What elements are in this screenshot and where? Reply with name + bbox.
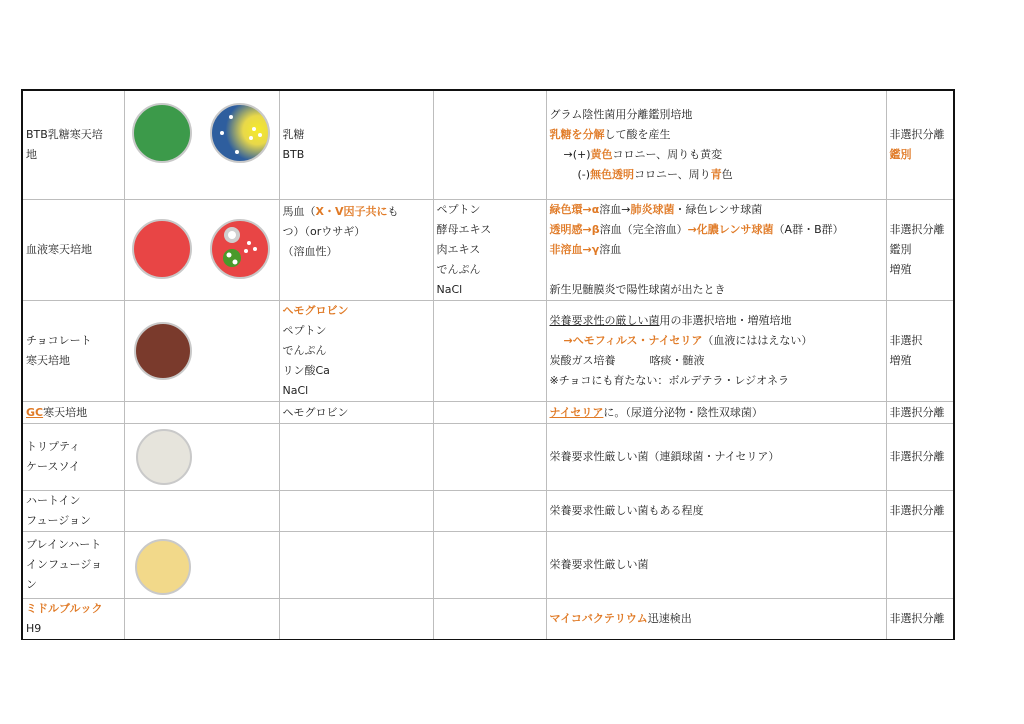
composition-cell (279, 532, 433, 599)
extra-composition-cell (433, 90, 546, 200)
media-name-line: 寒天培地 (26, 354, 70, 367)
extra-line: ペプトン (436, 203, 481, 216)
extra-composition-cell (433, 200, 546, 301)
plain-text: 溶血→ (599, 203, 631, 216)
plain-text: 炭酸ガス培養 (549, 354, 616, 367)
media-type-cell (886, 402, 954, 424)
plain-text: コロニー、周り (634, 168, 711, 181)
description-line: グラム陰性菌用分離鑑別培地 (549, 108, 693, 121)
highlight-text: 乳糖を分解 (549, 128, 605, 141)
media-name-line: ブレインハート (26, 538, 102, 551)
media-type-cell (886, 90, 954, 200)
media-name-cell (22, 200, 124, 301)
highlight-text: →ヘモフィルス・ナイセリア (563, 334, 703, 347)
media-name-cell (22, 599, 124, 640)
highlight-text: →α (582, 203, 600, 216)
plate-image-cell (124, 200, 279, 301)
media-type-line: 非選択分離 (889, 405, 945, 419)
plain-text: も (387, 205, 399, 218)
extra-composition-cell (433, 491, 546, 532)
plain-text: 寒天培地 (43, 405, 88, 419)
green-plate-icon (133, 104, 191, 162)
blue-yellow-plate-icon (211, 104, 269, 162)
plate-illustrations (125, 201, 280, 300)
description-cell (546, 424, 886, 491)
gray-plate-icon (137, 430, 191, 484)
description-line (550, 145, 883, 165)
extra-composition-cell (433, 402, 546, 424)
media-name-line: BTB乳糖寒天培 (26, 128, 103, 141)
extra-composition-cell (433, 424, 546, 491)
media-name-line: H9 (26, 622, 42, 635)
plate-illustrations (125, 532, 280, 598)
media-name-line: ン (26, 578, 37, 591)
media-name-line: チョコレート (26, 334, 92, 347)
composition-line: ヘモグロビン (282, 405, 349, 419)
red-hemolysis-plate-icon (211, 220, 269, 278)
highlight-text: 透明感 (549, 223, 583, 236)
description-cell (546, 599, 886, 640)
description-line (550, 220, 883, 240)
highlight-text: GC (26, 405, 44, 419)
composition-line: でんぷん (282, 344, 327, 357)
media-name-cell (22, 301, 124, 402)
table-row (22, 491, 954, 532)
composition-cell (279, 599, 433, 640)
description-line: 新生児髄膜炎で陽性球菌が出たとき (549, 283, 726, 296)
description-cell (546, 491, 886, 532)
highlight-text: →β (582, 223, 600, 236)
plain-text: 喀痰・髄液 (649, 354, 705, 367)
plate-image-cell (124, 90, 279, 200)
plain-text: して酸を産生 (604, 128, 671, 141)
description-cell (546, 200, 886, 301)
media-name-cell (22, 491, 124, 532)
media-type-line: 非選択 (889, 334, 923, 347)
highlight-text: 青 (710, 168, 722, 181)
extra-line: NaCl (436, 283, 463, 296)
composition-line: ヘモグロビン (282, 304, 349, 317)
red-plate-icon (133, 220, 191, 278)
composition-line: リン酸Ca (282, 364, 330, 377)
media-type-line: 増殖 (889, 263, 912, 276)
highlight-text: →γ (582, 243, 600, 256)
description-line (550, 351, 883, 371)
media-type-line: 増殖 (889, 354, 912, 367)
plain-text: 溶血 (599, 243, 622, 256)
table-row (22, 599, 954, 640)
composition-line: NaCl (282, 384, 309, 397)
highlight-text: マイコバクテリウム (549, 612, 648, 625)
highlight-text: X・V因子共に (315, 205, 388, 218)
media-type-line: 非選択分離 (889, 450, 945, 463)
table-row (22, 90, 954, 200)
plate-illustrations (125, 91, 280, 199)
description-cell (546, 402, 886, 424)
media-name-line: インフュージョ (26, 558, 103, 571)
media-type-line: 非選択分離 (889, 128, 945, 141)
culture-media-table (21, 89, 955, 640)
extra-composition-cell (433, 599, 546, 640)
highlight-text: 肺炎球菌 (630, 203, 675, 216)
description-cell (546, 532, 886, 599)
table-row (22, 301, 954, 402)
description-line (550, 125, 883, 145)
composition-line: BTB (282, 148, 305, 161)
description-cell (546, 90, 886, 200)
media-type-line: 鑑別 (889, 243, 912, 256)
plate-image-cell (124, 532, 279, 599)
composition-cell (279, 200, 433, 301)
highlight-text: 緑色環 (549, 203, 583, 216)
description-line (550, 240, 883, 260)
media-name-cell (22, 424, 124, 491)
description-line (550, 331, 883, 351)
extra-line: でんぷん (436, 263, 481, 276)
composition-cell (279, 402, 433, 424)
plate-illustrations (125, 301, 280, 401)
description-line: ※チョコにも育たない：ボルデテラ・レジオネラ (549, 374, 790, 387)
extra-line: 肉エキス (436, 243, 481, 256)
plate-illustrations (125, 424, 280, 490)
plain-text: (-) (577, 168, 591, 181)
extra-composition-cell (433, 301, 546, 402)
media-name-line: 地 (26, 148, 37, 161)
plain-text: 用の非選択培地・増殖培地 (659, 314, 792, 327)
media-type-line: 非選択分離 (889, 223, 945, 236)
plate-image-cell (124, 599, 279, 640)
description-line: 栄養要求性厳しい菌（連鎖球菌・ナイセリア） (549, 450, 780, 463)
plate-image-cell (124, 491, 279, 532)
plain-text: 色 (721, 168, 733, 181)
media-type-cell (886, 599, 954, 640)
composition-cell (279, 424, 433, 491)
description-line (550, 311, 883, 331)
highlight-text: ナイセリア (549, 405, 604, 419)
plain-text: コロニー、周りも黄変 (612, 148, 723, 161)
media-name-line: ハートイン (26, 494, 81, 507)
composition-cell (279, 491, 433, 532)
description-line: 栄養要求性厳しい菌 (549, 558, 649, 571)
highlight-text: →化膿レンサ球菌 (687, 223, 774, 236)
media-type-line: 鑑別 (889, 148, 912, 161)
underlined-text: 栄養要求性の厳しい菌 (549, 314, 660, 327)
media-name-line: フュージョン (26, 514, 92, 527)
yellow-plate-icon (136, 540, 190, 594)
plain-text: 溶血（完全溶血） (599, 223, 688, 236)
table-row (22, 424, 954, 491)
description-line (550, 200, 883, 220)
plate-image-cell (124, 402, 279, 424)
composition-cell (279, 90, 433, 200)
media-name-line: 血液寒天培地 (26, 243, 92, 256)
plain-text: ・緑色レンサ球菌 (674, 203, 763, 216)
media-type-cell (886, 532, 954, 599)
plate-image-cell (124, 424, 279, 491)
media-name-cell (22, 90, 124, 200)
brown-plate-icon (135, 323, 191, 379)
description-cell (546, 301, 886, 402)
table-row (22, 532, 954, 599)
composition-line: （溶血性） (282, 245, 338, 258)
media-name-line: トリプティ (26, 440, 81, 453)
plain-text: に。（尿道分泌物・陰性双球菌） (603, 405, 763, 419)
table-row (22, 402, 954, 424)
media-table-sheet (21, 89, 953, 640)
media-type-cell (886, 424, 954, 491)
media-type-cell (886, 301, 954, 402)
media-name-line: ケースソイ (26, 460, 80, 473)
composition-line: 乳糖 (282, 128, 305, 141)
plain-text: （A群・B群） (773, 223, 844, 236)
composition-cell (279, 301, 433, 402)
media-type-cell (886, 491, 954, 532)
plain-text: 迅速検出 (647, 612, 692, 625)
composition-line (283, 202, 430, 222)
highlight-text: 非溶血 (549, 243, 583, 256)
plain-text: →(+) (563, 148, 591, 161)
media-type-line: 非選択分離 (889, 504, 945, 517)
highlight-text: 無色透明 (590, 168, 635, 181)
media-type-cell (886, 200, 954, 301)
plate-image-cell (124, 301, 279, 402)
description-line (550, 165, 883, 185)
table-row (22, 200, 954, 301)
media-type-line: 非選択分離 (889, 612, 945, 625)
extra-composition-cell (433, 532, 546, 599)
composition-line: つ）（orウサギ） (282, 225, 366, 238)
plain-text: （血液にははえない） (702, 334, 813, 347)
highlight-text: 黄色 (590, 148, 613, 161)
composition-line: ペプトン (282, 324, 327, 337)
media-name-line: ミドルブルック (26, 602, 103, 615)
media-name-cell (22, 532, 124, 599)
description-line: 栄養要求性厳しい菌もある程度 (549, 504, 704, 517)
plain-text: 馬血（ (282, 205, 316, 218)
media-name-cell (22, 402, 124, 424)
extra-line: 酵母エキス (436, 223, 492, 236)
